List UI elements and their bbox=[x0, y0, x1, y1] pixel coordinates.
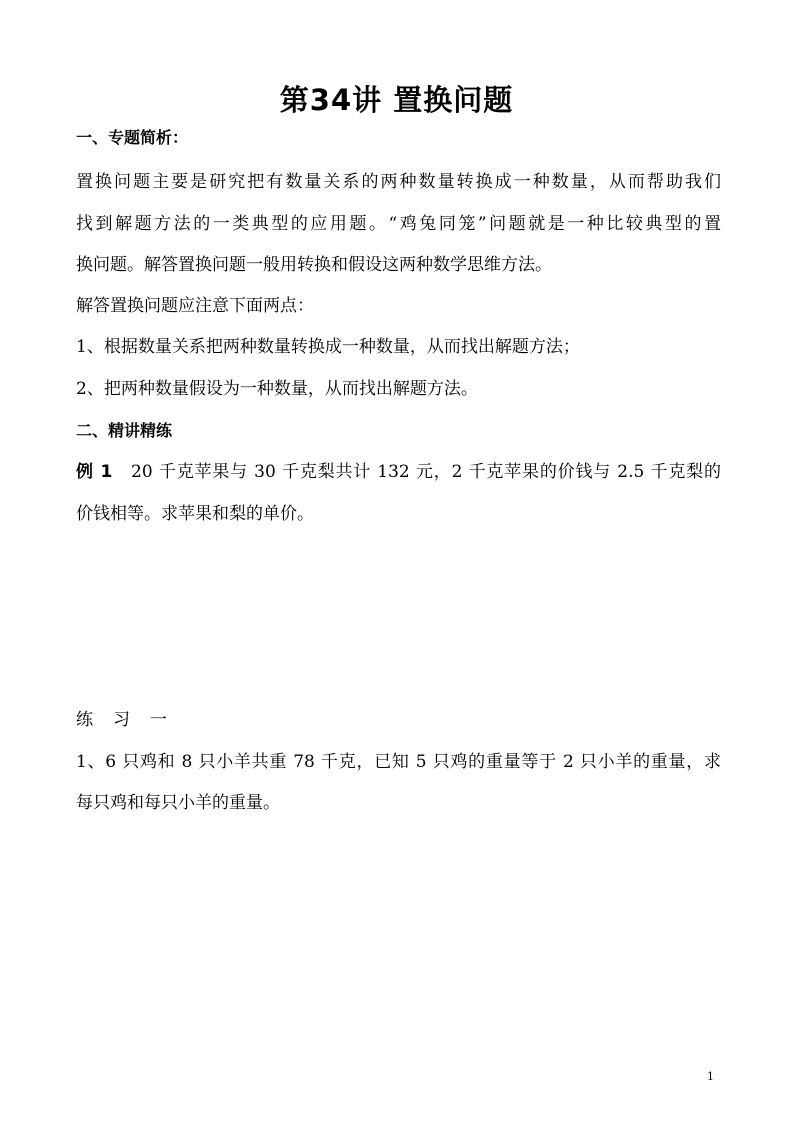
section-heading-practice: 二、精讲精练 bbox=[76, 421, 173, 440]
example-1-line-2: 价钱相等。求苹果和梨的单价。 bbox=[76, 504, 314, 524]
practice-heading: 练习一 bbox=[76, 710, 187, 730]
page-number: 1 bbox=[707, 1070, 714, 1083]
section-heading-analysis: 一、专题简析： bbox=[76, 128, 189, 147]
page-title: 第34讲 置换问题 bbox=[279, 83, 514, 117]
intro-paragraph-line-2: 找到解题方法的一类典型的应用题。“鸡兔同笼”问题就是一种比较典型的置 bbox=[76, 214, 721, 234]
intro-paragraph-line-3: 换问题。解答置换问题一般用转换和假设这两种数学思维方法。 bbox=[76, 255, 552, 275]
example-1-line-1 bbox=[76, 461, 721, 483]
example-1-label: 例 1 bbox=[76, 462, 113, 482]
exercise-1-line-2: 每只鸡和每只小羊的重量。 bbox=[76, 793, 280, 813]
point-item-1: 1、根据数量关系把两种数量转换成一种数量，从而找出解题方法； bbox=[76, 337, 580, 357]
points-intro: 解答置换问题应注意下面两点： bbox=[76, 296, 314, 316]
example-1-text: 20 千克苹果与 30 千克梨共计 132 元，2 千克苹果的价钱与 2.5 千克梨的 bbox=[131, 462, 721, 482]
exercise-1-line-1: 1、6 只鸡和 8 只小羊共重 78 千克，已知 5 只鸡的重量等于 2 只小羊的重量，求 bbox=[76, 752, 721, 772]
point-item-2: 2、把两种数量假设为一种数量，从而找出解题方法。 bbox=[76, 379, 478, 399]
intro-paragraph-line-1: 置换问题主要是研究把有数量关系的两种数量转换成一种数量，从而帮助我们 bbox=[76, 172, 721, 192]
